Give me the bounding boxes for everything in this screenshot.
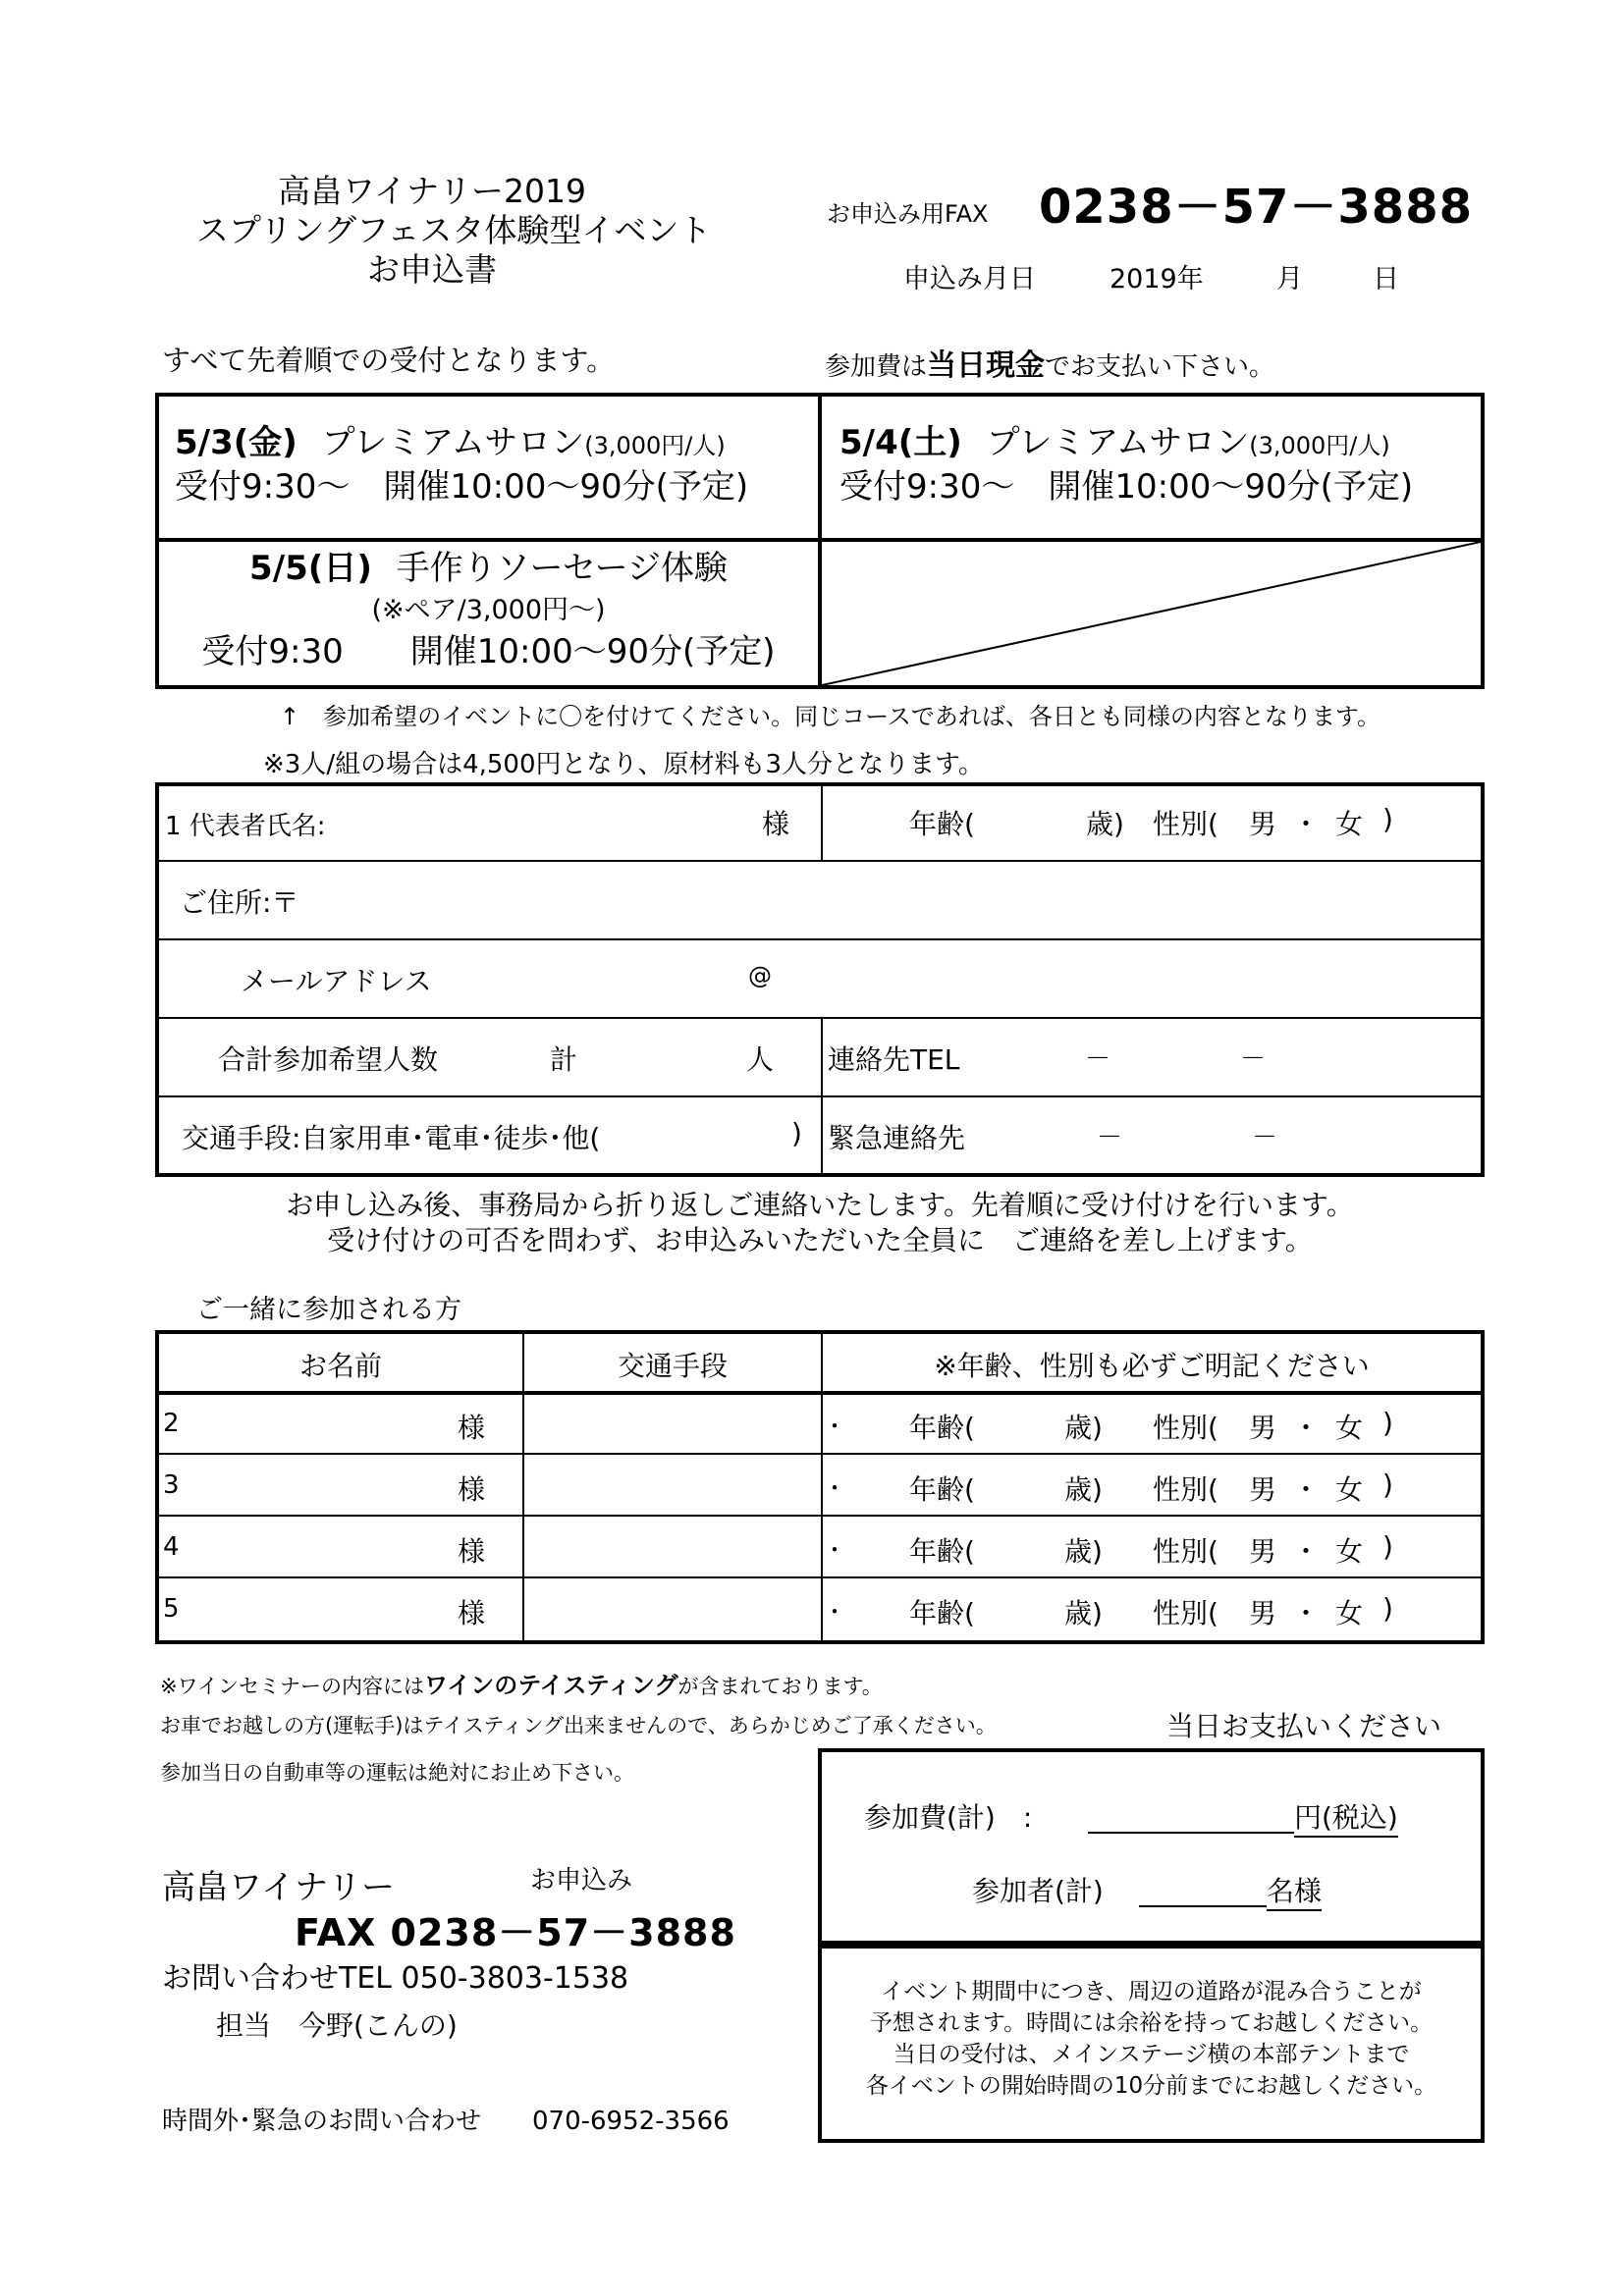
applicant-vline-top	[821, 782, 823, 861]
contact-tel-dash-1: －	[1085, 1044, 1111, 1074]
rep-gender-close: )	[1382, 803, 1393, 835]
companion-gender-dot: ・	[1292, 1412, 1321, 1444]
contact-note	[155, 1188, 1485, 1258]
companion-transport-input[interactable]	[530, 1399, 815, 1448]
companion-num: 5	[163, 1594, 180, 1624]
form-title	[196, 172, 712, 290]
companion-age-label: 年齢(	[909, 1597, 975, 1629]
date-label: 申込み月日	[903, 264, 1036, 294]
companion-transport-input[interactable]	[530, 1461, 815, 1510]
participants-total-label: 参加者(計)	[972, 1875, 1104, 1907]
contact-person: 担当 今野(こんの)	[216, 2009, 458, 2042]
col-header-transport: 交通手段	[617, 1350, 728, 1382]
event-may3-price: (3,000円/人)	[584, 432, 726, 459]
emergency-contact-label: 緊急連絡先	[828, 1122, 966, 1154]
companion-gender-close: )	[1382, 1530, 1393, 1563]
companion-age-input[interactable]	[992, 1522, 1060, 1572]
companion-bullet: ・	[823, 1598, 846, 1626]
rep-age-unit: 歳)	[1086, 808, 1124, 840]
event-info-line-4: 各イベントの開始時間の10分前までにお越しください。	[865, 2073, 1437, 2099]
rep-honorific: 様	[762, 808, 790, 840]
contact-tel: お問い合わせTEL 050-3803-1538	[162, 1961, 629, 1996]
event-may5-name: 手作りソーセージ体験	[396, 549, 728, 588]
contact-tel-input[interactable]	[982, 1029, 1463, 1083]
participants-total-input[interactable]	[1139, 1862, 1267, 1907]
companion-gender-female[interactable]: 女	[1335, 1597, 1364, 1629]
applicant-row-line-1	[155, 860, 1485, 862]
participants-total-unit	[1267, 1870, 1322, 1911]
event-may4-price: (3,000円/人)	[1249, 432, 1390, 459]
companions-row-line-3	[155, 1576, 1485, 1578]
total-participants-label: 合計参加希望人数	[218, 1043, 439, 1076]
companion-age-input[interactable]	[992, 1584, 1060, 1633]
title-line-3: お申込書	[367, 250, 497, 289]
companion-honorific: 様	[458, 1597, 486, 1629]
total-participants-input[interactable]	[589, 1029, 736, 1083]
email-at: @	[748, 962, 772, 989]
companion-num: 2	[163, 1409, 180, 1438]
date-year: 2019年	[1110, 264, 1204, 294]
fee-notice-prefix: 参加費は	[825, 352, 928, 382]
companion-name-input[interactable]	[196, 1461, 452, 1510]
companion-age-unit: 歳)	[1064, 1412, 1103, 1444]
companion-gender-dot: ・	[1292, 1597, 1321, 1629]
emergency-dash-2: －	[1252, 1123, 1278, 1152]
rep-name-input[interactable]	[363, 795, 756, 849]
companion-age-input[interactable]	[992, 1461, 1060, 1510]
companion-bullet: ・	[823, 1474, 846, 1502]
companion-num: 3	[163, 1470, 180, 1500]
companions-row-line-2	[155, 1515, 1485, 1517]
title-line-1: 高畠ワイナリー2019	[278, 172, 586, 210]
applicant-row-line-4	[155, 1095, 1485, 1097]
companion-age-input[interactable]	[992, 1399, 1060, 1448]
contact-note-line-1: お申し込み後、事務局から折り返しご連絡いたします。先着順に受け付けを行います。	[286, 1189, 1354, 1221]
event-option-may3[interactable]	[175, 422, 803, 507]
event-option-may5[interactable]	[159, 546, 818, 673]
first-come-notice: すべて先着順での受付となります。	[162, 344, 616, 377]
three-person-note: ※3人/組の場合は4,500円となり、原材料も3人分となります。	[263, 750, 984, 779]
applicant-vline-bottom	[821, 1017, 823, 1177]
email-label: メールアドレス	[241, 965, 432, 997]
event-option-may4[interactable]	[839, 422, 1468, 507]
companion-honorific: 様	[458, 1535, 486, 1568]
companion-num: 4	[163, 1532, 180, 1562]
companion-transport-input[interactable]	[530, 1584, 815, 1633]
event-info-line-2: 予想されます。時間には余裕を持ってお越しください。	[869, 2010, 1434, 2036]
wine-tasting-note	[160, 1666, 883, 1700]
companion-gender-label: 性別(	[1153, 1473, 1218, 1506]
companions-header-line	[155, 1391, 1485, 1395]
event-may4-name: プレミアムサロン	[986, 423, 1250, 462]
event-may3-date: 5/3(金)	[175, 423, 298, 462]
contact-tel-label: 連絡先TEL	[828, 1043, 960, 1076]
companion-age-label: 年齢(	[909, 1535, 975, 1568]
rep-gender-dot: ・	[1292, 808, 1321, 840]
contact-note-line-2: 受け付けの可否を問わず、お申込みいただいた全員に ご連絡を差し上げます。	[327, 1224, 1313, 1256]
fee-box	[818, 1748, 1485, 1945]
wine-note-prefix: ※ワインセミナーの内容には	[160, 1675, 424, 1698]
fax-label: お申込み用FAX	[827, 200, 989, 228]
driver-note: お車でお越しの方(運転手)はテイスティング出来ませんので、あらかじめご了承ください。	[160, 1714, 997, 1737]
companion-age-unit: 歳)	[1064, 1597, 1103, 1629]
companion-gender-label: 性別(	[1153, 1412, 1218, 1444]
fee-total-unit-text: 円(税込)	[1294, 1796, 1398, 1838]
wine-note-bold: ワインのテイスティング	[423, 1672, 678, 1699]
address-label: ご住所:〒	[180, 886, 299, 919]
companion-gender-male[interactable]: 男	[1249, 1412, 1277, 1444]
companion-gender-close: )	[1382, 1592, 1393, 1625]
total-kei: 計	[550, 1043, 578, 1076]
applicant-row-line-3	[155, 1017, 1485, 1019]
circle-note: ↑ 参加希望のイベントに〇を付けてください。同じコースであれば、各日とも同様の内容となります。	[280, 703, 1380, 730]
companion-gender-female[interactable]: 女	[1335, 1473, 1364, 1506]
fee-total-input[interactable]	[1088, 1789, 1294, 1834]
companion-honorific: 様	[458, 1412, 486, 1444]
companions-row-line-1	[155, 1453, 1485, 1455]
contact-tel-dash-2: －	[1240, 1044, 1267, 1074]
companion-name-input[interactable]	[196, 1584, 452, 1633]
event-may4-time: 受付9:30～ 開催10:00～90分(予定)	[839, 467, 1414, 507]
transport-close: )	[791, 1117, 802, 1149]
companion-gender-male[interactable]: 男	[1249, 1597, 1277, 1629]
companion-gender-dot: ・	[1292, 1535, 1321, 1568]
event-info-line-1: イベント期間中につき、周辺の道路が混み合うことが	[881, 1979, 1422, 2004]
col-header-note: ※年齢、性別も必ずご明記ください	[934, 1350, 1370, 1382]
event-may5-date: 5/5(日)	[249, 549, 372, 588]
companion-gender-female[interactable]: 女	[1335, 1412, 1364, 1444]
rep-gender-label: 性別(	[1153, 808, 1218, 840]
transport-other-input[interactable]	[648, 1107, 785, 1161]
after-hours-contact: 時間外･緊急のお問い合わせ 070-6952-3566	[162, 2107, 730, 2136]
date-day: 日	[1373, 264, 1399, 294]
fee-notice-bold: 当日現金	[927, 348, 1046, 383]
companion-name-input[interactable]	[196, 1522, 452, 1572]
companion-gender-label: 性別(	[1153, 1535, 1218, 1568]
rep-name-label: 1 代表者氏名:	[165, 812, 326, 841]
pay-today-note: 当日お支払いください	[1166, 1710, 1442, 1742]
companion-age-label: 年齢(	[909, 1412, 975, 1444]
event-info-line-3: 当日の受付は、メインステージ横の本部テントまで	[893, 2042, 1410, 2067]
companion-gender-close: )	[1382, 1468, 1393, 1501]
rep-age-input[interactable]	[992, 795, 1080, 849]
companion-transport-input[interactable]	[530, 1522, 815, 1572]
participants-total-unit-text: 名様	[1267, 1870, 1322, 1911]
col-header-name: お名前	[298, 1350, 382, 1382]
transport-label: 交通手段:自家用車･電車･徒歩･他(	[182, 1122, 601, 1154]
contact-fax: FAX 0238－57－3888	[295, 1911, 736, 1954]
date-month: 月	[1276, 264, 1303, 294]
applicant-row-line-2	[155, 938, 1485, 940]
emergency-dash-1: －	[1097, 1123, 1123, 1152]
companion-gender-male[interactable]: 男	[1249, 1473, 1277, 1506]
no-driving-note: 参加当日の自動車等の運転は絶対にお止め下さい。	[160, 1761, 634, 1785]
fee-notice	[825, 341, 1274, 384]
event-may3-time: 受付9:30～ 開催10:00～90分(予定)	[175, 467, 749, 507]
apply-label: お申込み	[530, 1866, 633, 1896]
fax-number: 0238－57－3888	[1039, 180, 1473, 235]
winery-name: 高畠ワイナリー	[162, 1868, 395, 1907]
event-may5-price: (※ペア/3,000円～)	[371, 595, 606, 625]
companion-gender-female[interactable]: 女	[1335, 1535, 1364, 1568]
total-unit: 人	[746, 1043, 775, 1076]
fee-total-label: 参加費(計) :	[864, 1801, 1033, 1834]
fee-notice-suffix: でお支払い下さい。	[1045, 352, 1275, 382]
event-may5-time: 受付9:30 開催10:00～90分(予定)	[201, 632, 776, 671]
companion-age-unit: 歳)	[1064, 1535, 1103, 1568]
address-input[interactable]	[324, 872, 1463, 926]
companion-bullet: ・	[823, 1536, 846, 1564]
companion-name-input[interactable]	[196, 1399, 452, 1448]
emergency-contact-input[interactable]	[982, 1107, 1463, 1161]
wine-note-suffix: が含まれております。	[677, 1675, 883, 1698]
companion-age-unit: 歳)	[1064, 1473, 1103, 1506]
rep-gender-male[interactable]: 男	[1249, 808, 1277, 840]
companion-gender-dot: ・	[1292, 1473, 1321, 1506]
companion-gender-male[interactable]: 男	[1249, 1535, 1277, 1568]
rep-age-label: 年齢(	[909, 808, 975, 840]
email-input[interactable]	[452, 950, 1463, 1004]
companion-age-label: 年齢(	[909, 1473, 975, 1506]
title-line-2: スプリングフェスタ体験型イベント	[196, 211, 712, 249]
companion-honorific: 様	[458, 1473, 486, 1506]
event-info-text	[822, 1976, 1481, 2102]
empty-cell-strike	[822, 542, 1481, 685]
companion-gender-close: )	[1382, 1407, 1393, 1439]
event-may3-name: プレミアムサロン	[321, 423, 585, 462]
companion-gender-label: 性別(	[1153, 1597, 1218, 1629]
companion-bullet: ・	[823, 1413, 846, 1440]
fee-total-unit	[1294, 1796, 1398, 1838]
rep-gender-female[interactable]: 女	[1335, 808, 1364, 840]
event-may4-date: 5/4(土)	[839, 423, 962, 462]
companions-heading: ご一緒に参加される方	[196, 1295, 461, 1325]
